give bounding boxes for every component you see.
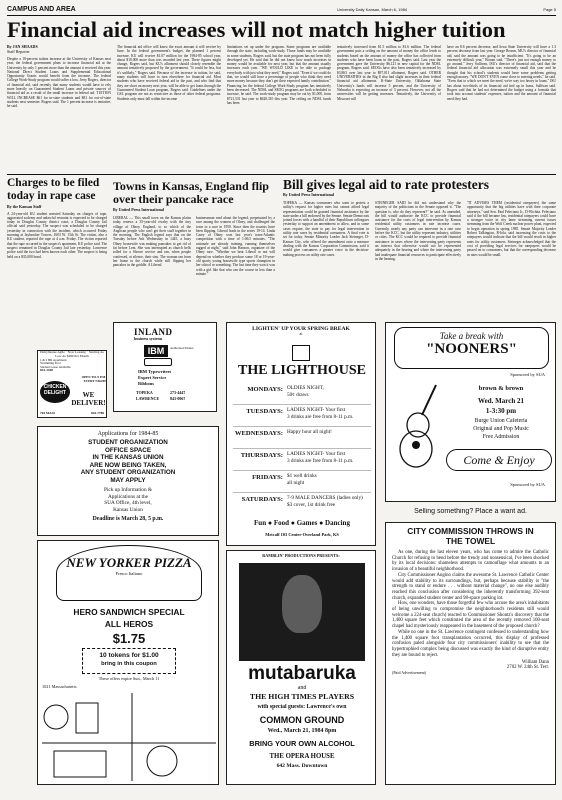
ad-inland-item: IBM Typewriters [138, 369, 172, 374]
ad-apartments-title: Dairymouse Agile · Now Leasing · Starting As Low As $380 Per Month [40, 350, 104, 358]
ad-nooners-location: Burge Union Cafeteria [474, 418, 528, 424]
city-signature: William Dann [521, 660, 549, 666]
ad-pizza-expiry: These offers expire Sun., March 11 [98, 677, 160, 681]
ad-lighthouse-fun: Fun ● Food ● Games ● Dancing [254, 519, 350, 527]
ad-muta-venue: THE OPERA HOUSE [269, 753, 335, 760]
ad-nooners-frame [394, 327, 549, 369]
ad-chicken-phone: 843-7788 [91, 411, 104, 415]
ad-nooners-name: "NOONERS" [426, 341, 517, 357]
lighthouse-day: WEDNESDAYS: [234, 430, 283, 437]
ad-sua-line: IN THE KANSAS UNION [92, 454, 164, 461]
ad-pizza-all-heros: ALL HEROS [104, 619, 154, 629]
rape-headline: Charges to be filed today in rape case [7, 177, 100, 202]
ad-muta-byo: BRING YOUR OWN ALCOHOL [249, 739, 355, 748]
bill-story [283, 177, 556, 317]
ad-apartments-opt: Swimming Pool [40, 361, 61, 366]
ad-sua-line: OFFICE SPACE [104, 446, 152, 454]
page-number: Page 5 [543, 7, 556, 12]
ad-lighthouse-name: THE LIGHTHOUSE [238, 363, 366, 378]
ad-sua-line: ARE NOW BEING TAKEN, [89, 461, 167, 469]
ad-sua-head: Applications for 1984-85 [97, 431, 159, 437]
ad-nooners-come: Come & Enjoy [446, 449, 552, 471]
lighthouse-special-detail: all night [287, 480, 305, 486]
ad-pizza-coupon[interactable] [82, 648, 176, 674]
city-paragraph: While no one in the St. Lawrence contingent confessed to understanding how the 1,400 square foot transplantation occurred, this display of professed confusion paled alongside four city commissioners' inability to see that the hypertrophied complex being discussed was exactly the kind of disruptive entity they are bound to reject. [392, 629, 549, 658]
ad-chicken-hours: OPEN TIL 9 P.M. EVERY NIGHT [81, 375, 106, 383]
typewriter-icon [144, 358, 172, 366]
ad-mutabaruka [226, 550, 376, 785]
ad-pizza-address: 1021 Massachusetts [42, 685, 77, 689]
ibm-logo: IBM [144, 345, 168, 357]
ad-lighthouse-top: LIGHTEN' UP YOUR SPRING BREAK [252, 326, 350, 332]
ad-new-yorker-pizza [37, 540, 219, 785]
ad-chicken-logo: CHICKEN DELIGHT [40, 381, 70, 403]
bill-col-2: STEINEGER SAID he did not understand why the majority of the politicians in the Senate opposed it. "The question is, who do they represent?" he said. As amended, the bill would authorize the KCC to provide financial assistance for the costs of legal intervention by Kansas residential utility customers in rate increase cases. Currently, nearly any party can intervene in a rate case before the KCC, but the utility represent industry, utilities or cities. The KCC would be required to provide financial assistance in cases where the intervening party represents an interest that otherwise would not be represented adequately in the hearing and where the intervening party had inadequate financial resources to participate effectively in the hearing. [375, 201, 461, 261]
lead-byline: By JAN SHAADS [7, 45, 38, 49]
lighthouse-schedule-row [233, 427, 371, 449]
lighthouse-schedule-row [233, 405, 371, 427]
ad-pizza-title: NEW YORKER PIZZA [66, 555, 192, 570]
lighthouse-schedule-row [233, 383, 371, 405]
rape-story [7, 177, 107, 347]
ad-inland-item: Expert Service [138, 375, 167, 380]
lead-story [7, 45, 556, 173]
lighthouse-schedule-row [233, 471, 371, 493]
lighthouse-special: LADIES NIGHT- Your first [287, 451, 346, 457]
city-paid-ad: (Paid Advertisement) [392, 670, 427, 676]
ad-city-commission [385, 522, 556, 785]
section-label: CAMPUS AND AREA [7, 6, 76, 13]
rape-text: A 24-year-old KU student arrested Saturday on charges of rape, aggravated sodomy and unlawful restraint is expected to be charged today in Douglas County district court, a Douglas County Jail official said yesterday. The suspect was scheduled to be charged yesterday in connection with the incident, which occurred Friday morning at Jayhawker Towers, 1603 W. 15th St. The victim, also a KU student, reported the rape at 4 a.m. Friday. The victim reported that the rape occurred in the suspect's apartment, KU police said. The suspect remained in Douglas County Jail late yesterday. Lawrence police said the two had been known each other. The suspect is being held on a $35,000 bond. [7, 211, 107, 259]
pancake-headline: Towns in Kansas, England flip over their pancake race [113, 180, 269, 206]
lead-col-5: have an 8.6 percent decrease, and Iowa State University will have a 1.3 percent decrease from last year. George Broom, MU's director of financial aid, said the amount was going to be insufficient. "It's going to be an extremely difficult year," Broom said. "There's just not enough money to go around." Jerry Sullivan, ISU's director of financial aid, said that the federal financial aid allocation was extremely small this year and he thought that his school's students would have some problems getting enough money. "WE DON'T EVEN come close to meeting needs," he said. "Even that to which we meet the need, we're way too heavy in loans." ISU has about two-thirds of its financial aid tied up in loans, Sullivan said. Rogers said that he had not determined the budget using a formula that took into account students' expenses, tuition and the amount of financial need they had. [447, 45, 556, 101]
ad-pizza-map [42, 693, 216, 781]
ad-pizza-logo-box [56, 545, 202, 601]
ad-sua-line: ANY STUDENT ORGANIZATION [80, 469, 176, 476]
city-paragraph: How, one wonders, have those forgetful few who accuse the area's inhabitants of being unwilling to compromise the neighborhood's residents still would welcome a 224-seat church) reacted to Commissioner Shontz's discovery that the 1,400 square feet which constituted the area of the recently removed 100-seat chapel had mysteriously reappeared in the basement of the proposed church? [392, 601, 549, 630]
ad-pizza-tokens: 10 tokens for $1.00 [99, 652, 159, 659]
ad-inland-item: Ribbons [138, 381, 155, 386]
ad-nooners-sponsor-2: Sponsored by SUA [510, 483, 545, 487]
pancake-story [113, 180, 275, 318]
pancake-col-2: businessman read about the legend, perpetuated by a race among the women of Olney, and challenged the town to a race in 1950. Since then the tourists have been flipping. Liberal leads in the series 19-14. Linda Carey of Olney won last year's trans-Atlantic competition with a time of 1:06.5 minutes. "The rationale are already training, running themselves ragged at night," said John Hanson, organizer of the Olney race. "Whether we beat Liberal or not will depend on whether they produce some 18 or 19-year-old sporty young housewife type sports champion in her school or something. The last time they won it was with a girl like that who ran the course in less than a minute." [196, 216, 275, 276]
bill-col-3: "IT ADVISES THEM (residential ratepayers) the same opportunity that the big utilities have with their corporate attorneys," said Sen. Paul Feleciano Jr., D-Wichita. Feleciano said if the bill became law, residential ratepayers could have a stronger voice in city lame streaming current issues stemming from the Wolf Creek nuclear power plant, expected to begin operation in spring 1985. Senate Majority Leader Robert Talkington, R-Iola, said increasing the costs to the ratepayers would indicate that the bill would result in higher rates for utility customers. Steineger acknowledged that the cost of providing legal services for ratepayers would be passed on to consumers, but that the corresponding decrease in rates would be small. [467, 201, 556, 257]
bill-col-1: TOPEKA — Kansas consumers who want to protest a utility's request for higher rates but cannot afford legal representation could be granted financial assistance by the state under a bill endorsed by the Senate. Senate Democrats joined forces with a handful of their Republican colleagues yesterday to support an amendment to allow, and in some cases require, the state to pay for legal intervention in utility rate cases by residential consumers. A final vote is set for today. Senate Minority Leader Jack Steineger, D-Kansas City, who offered the amendment onto a measure dealing with the Kansas Corporation Commission, said it would give consumers a greater voice in the decision-making process on utility rate cases. [283, 201, 369, 257]
lead-col-1: Despite a 10-percent tuition increase at the University of Kansas next year, the federal government plans to increase financial aid at the University by only 1 percent more than the amount it received this year. National Direct Student Loans and Supplemental Educational Opportunity Grants would benefit from the increase. The federal College Work-Study program would suffer a loss. Jerry Rogers, director of financial aid, said recently that many students would have to rely more heavily on Guaranteed Student Loans and private sources of financial aid as a result of the small increase in federal aid. TUITION WILL INCREASE $61 for in-state students and $81 for out-of-state students next semester. Rogers said. The 1 percent increase is tentative, he said. [7, 57, 111, 109]
lighthouse-special-detail: 3 drinks are free from 8-11 p.m. [287, 414, 354, 420]
ad-muta-venue-address: 642 Mass. Downtown [276, 763, 328, 769]
lighthouse-schedule-row [233, 493, 371, 513]
ad-chicken-delivery: WE DELIVER! [71, 391, 106, 407]
bill-byline: By United Press International [283, 192, 334, 197]
ad-sua-line: STUDENT ORGANIZATION [88, 439, 168, 446]
ad-sua-pickup: Applications at the [107, 493, 148, 500]
lighthouse-day: TUESDAYS: [246, 408, 283, 415]
ad-muta-common-ground: COMMON GROUND [259, 715, 345, 725]
ad-sua-deadline: Deadline is March 28, 5 p.m. [92, 516, 164, 522]
lighthouse-special: LADIES NIGHT- Your first [287, 407, 346, 413]
divider [7, 174, 556, 175]
ad-sua-pickup: SUA Office, 4th level, [104, 500, 152, 506]
pancake-byline: By United Press International [113, 207, 164, 212]
ad-nooners [385, 322, 556, 502]
city-signature-address: 2702 W. 24th St. Terr. [506, 665, 549, 671]
lighthouse-special: OLDIES NIGHT, [287, 385, 324, 391]
ad-inland-city: LAWRENCE [136, 397, 160, 401]
ad-nooners-time: 1-3:30 pm [485, 407, 517, 415]
lighthouse-day: FRIDAYS: [252, 474, 283, 481]
lead-col-3: limitations set up under the program. Some programs are available through the state, including work-study. Those funds may be available in some students, Rogers said, but the state program has not been fully developed yet. He said that he did not know how much increases in money would be available for next year, but that the amount usually increases each year. "WE WOULD LIKE to be able to package everybody with just what they need," Rogers said. "Even if we could do that, we would still have a percentage of people who think they need more money because they don't get their expected family contribution." Financing for the federal College Work-Study program has tentatively been decreased. The NDSL and SEOG programs are both scheduled to increase, he said. The work-study program may be cut by $1,000, from $721,531 last year to $620,310 this year. The ceiling on NDSL funds has been [227, 45, 331, 105]
ad-pizza-hero: HERO SANDWICH SPECIAL [73, 607, 185, 617]
lead-col-2: The financial aid office will know the exact amount it will receive by June. In the federal government's budget, the planned 1 percent increase, KU will receive $1.07 million for the 1984-85 school year, about $10,000 more than was awarded last year. These figures might change, Rogers said, but KU's allotment should closely resemble the amount tentatively proposed by the government. "It could be less, but it's unlikely," Rogers said. Because of the increase in tuition, he said, many students will have to turn elsewhere for financial aid. Most students who have received federal aid in the past, and who find that they are short on money next year, will be able to get loans through the Guaranteed Student Loan program, Rogers said. Guidelines under the GSL program are not as restrictive as those of other federal programs. Students only must fall within the income [117, 45, 221, 101]
ad-lighthouse-address: Metcalf 103 Center-Overland Park, KS [265, 533, 339, 537]
lighthouse-schedule-row [233, 449, 371, 471]
ad-apartments-phone: 841-1340 [40, 368, 53, 373]
pancake-col-1: LIBERAL — This small town on the Kansas plains today renews a 35-year-old rivalry with the tiny village of Olney, England, to so which of the Anglican people who can't get their stuff together in the morning. The English legend says that on the Tuesday before Ash Wednesday in 1445, a busy Olney housewife was making pancakes to get rid of fat before Lent. She was interrupted as church bells tolled for a Shrove service and ran, when people confessed, at silence, their sins. The woman ran from her home to the church while still flipping her pancakes in the griddle. A Liberal [113, 216, 191, 268]
ad-muta-name: mutabaruka [248, 663, 356, 684]
ad-muta-date: Wed., March 21, 1984 8pm [267, 728, 337, 734]
lighthouse-special-detail: 3 drinks are free from 8-11 p.m. [287, 458, 354, 464]
portrait-head [282, 575, 322, 633]
ad-inland-dealer: Authorized Dealer [170, 347, 194, 350]
ad-inland-phone: 273-4447 [170, 391, 186, 395]
ad-nooners-sponsor: Sponsored by SUA [510, 373, 545, 377]
guitar-icon [396, 381, 442, 471]
lighthouse-day: MONDAYS: [247, 386, 283, 393]
ad-sua-office [37, 426, 219, 536]
ad-pizza-price: $1.75 [112, 631, 146, 646]
ad-sua-line: MAY APPLY [110, 476, 146, 484]
ad-nooners-date: Wed. March 21 [478, 397, 524, 405]
ad-pizza-bring: bring in this coupon [101, 661, 157, 667]
ad-inland [113, 322, 217, 412]
lighthouse-special-detail: 50¢ draws [287, 392, 309, 398]
ad-chicken-address: 704 MASS [40, 411, 56, 415]
lead-headline: Financial aid increases will not match higher tuition [7, 17, 506, 42]
lighthouse-day: THURSDAYS: [240, 452, 283, 459]
ad-inland-sub: business systems [134, 336, 163, 341]
page-header [7, 6, 556, 16]
ad-muta-guests: with special guests: Lawrence's own [257, 704, 347, 710]
lighthouse-special-detail: $3 cover, 1st drink free [287, 502, 336, 508]
lead-col-4: tentatively increased from $1.5 million to $1.6 million. The federal government puts a ceiling on the amount of money the office lends to students based on the amount of money the office has collected from students who have been loans in the past, Rogers said. Last year the government gave the University $6,121 in new capital for the NDSL program, Rogers said. SEOGs have also been tentatively increased by $3,863 over last year to $97,011 allotment, Rogers said. OTHER UNIVERSITIES in the Big 8 also had slight increases in their federal financial aid allotments. K-State University, Oklahoma State University's funds will increase 5 percent, and the University of Nebraska is expecting an increase of 3 percent. However, not all the universities will be getting increases. Tentatively, the University of Missouri will [337, 45, 441, 101]
ad-pizza-italiano: Fresco Italiano [115, 571, 143, 576]
lighthouse-special: 7-9 MALE DANCERS (ladies only) [287, 495, 363, 501]
ad-sua-pickup: Pick up Information & [103, 487, 153, 493]
paper-date: University Daily Kansan, March 6, 1984 [337, 7, 408, 12]
ad-inland-city: TOPEKA [136, 391, 153, 395]
ad-apartments-chicken [37, 350, 107, 418]
ad-muta-and: and [297, 685, 307, 691]
ad-lighthouse-at: at [299, 331, 303, 336]
lighthouse-day: SATURDAYS: [241, 496, 283, 503]
city-paragraph: City Commissioner Angino claims the awesome St. Lawrence Catholic Center would add stability to its surroundings, but, perhaps because stability is "the strength to stand or endure . . . without material change", no one else audibly reached this conclusion after considering the inherently transforming 392-seat church, expanded student center and 98-space parking lot. [392, 572, 549, 601]
bill-headline: Bill gives legal aid to rate protesters [283, 177, 489, 192]
lead-byline-title: Staff Reporter [7, 50, 30, 54]
rape-byline: By the Kansan Staff [7, 204, 42, 209]
ad-inland-phone: 843-0067 [170, 397, 186, 401]
lighthouse-icon [292, 345, 310, 361]
ad-muta-photo [239, 563, 365, 661]
ad-nooners-band: brown & brown [478, 385, 524, 392]
ad-muta-presents: RAMBLIN' PRODUCTIONS PRESENTS: [262, 553, 340, 558]
ad-nooners-free: Free Admission [482, 434, 520, 440]
ad-apartments-opt: 1 & 2 BR Apartment [40, 357, 67, 362]
lighthouse-special: Happy hour all night! [287, 429, 332, 435]
ad-apartments-opt: Student Lease Available [40, 364, 71, 369]
ad-nooners-line1: Take a break with [439, 331, 504, 341]
ad-inland-title: INLAND [134, 327, 173, 337]
ad-lighthouse-schedule [233, 383, 371, 513]
city-paragraph: As one, during the last eleven years, who has come to admire the Catholic Church for refusing to bend before the trendy and nonsensical, I've been shocked by its local decisions: shameless attempts to camouflage what amounts to an invasion of a beautiful neighborhood. [392, 550, 549, 573]
ad-nooners-music: Original and Pop Music [473, 426, 529, 432]
ad-muta-band: THE HIGH TIMES PLAYERS [249, 692, 355, 701]
ad-lighthouse [226, 322, 376, 546]
lighthouse-special: $1 well drinks [287, 473, 317, 479]
city-title: CITY COMMISSION THROWS IN THE TOWEL [407, 526, 534, 546]
want-ad-promo: Selling something? Place a want ad. [414, 508, 527, 515]
ad-sua-pickup: Kansas Union [113, 506, 143, 513]
